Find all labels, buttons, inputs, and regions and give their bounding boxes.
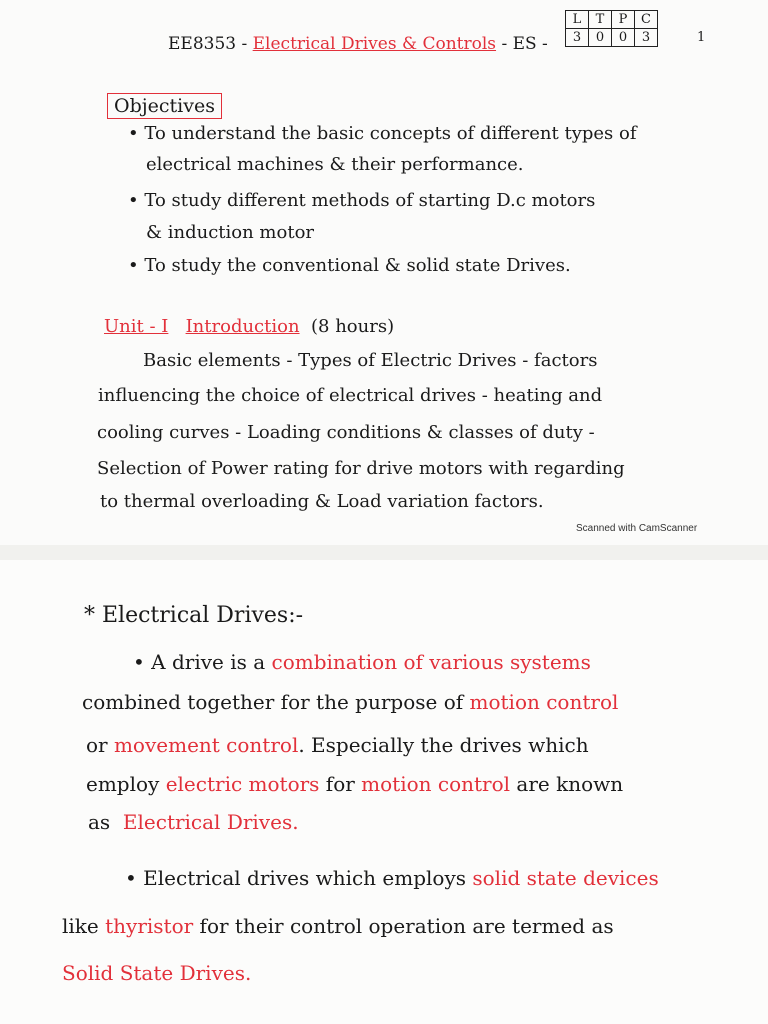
para1-text-5: employ bbox=[86, 772, 160, 796]
para1-red-2: motion control bbox=[469, 690, 619, 714]
para2-red-2: thyristor bbox=[105, 914, 194, 938]
para2-text-1: • Electrical drives which employs bbox=[125, 866, 467, 890]
objective-1-line1: • To understand the basic concepts of different types of bbox=[128, 123, 637, 144]
para1-text-4: . Especially the drives which bbox=[298, 733, 589, 757]
objective-2-line1: • To study different methods of starting D.c motors bbox=[128, 190, 596, 211]
para1-red-1: combination of various systems bbox=[271, 650, 591, 674]
ltpc-header-t: T bbox=[589, 11, 612, 29]
course-suffix: - ES - bbox=[501, 34, 548, 54]
objective-3-line1: • To study the conventional & solid state Drives. bbox=[128, 255, 571, 276]
para1-red-5: motion control bbox=[361, 772, 511, 796]
page-number: 1 bbox=[697, 30, 706, 45]
para1-text-8: as bbox=[88, 810, 111, 834]
para1-text-2: combined together for the purpose of bbox=[82, 690, 464, 714]
unit-line-3: cooling curves - Loading conditions & classes of duty - bbox=[97, 422, 595, 443]
ltpc-header-p: P bbox=[612, 11, 635, 29]
para2-line2 bbox=[62, 914, 614, 938]
para1-red-6: Electrical Drives. bbox=[122, 810, 299, 834]
ltpc-header-c: C bbox=[635, 11, 658, 29]
para1-text-6: for bbox=[325, 772, 355, 796]
electrical-drives-heading: * Electrical Drives:- bbox=[84, 603, 304, 628]
ltpc-value-t: 0 bbox=[589, 29, 612, 47]
unit-label: Unit - I bbox=[104, 316, 169, 337]
para2-red-3: Solid State Drives. bbox=[62, 961, 252, 985]
para2-text-3: for their control operation are termed as bbox=[199, 914, 614, 938]
para2-line3 bbox=[62, 961, 251, 985]
para1-line2 bbox=[82, 690, 618, 714]
scanner-watermark: Scanned with CamScanner bbox=[576, 523, 698, 534]
ltpc-value-l: 3 bbox=[566, 29, 589, 47]
ltpc-table bbox=[565, 10, 658, 47]
ltpc-value-c: 3 bbox=[635, 29, 658, 47]
unit-line-5: to thermal overloading & Load variation factors. bbox=[100, 491, 544, 512]
para1-line5 bbox=[88, 810, 299, 834]
objective-2-line2: & induction motor bbox=[146, 222, 315, 243]
para1-line3 bbox=[86, 733, 589, 757]
para2-line1 bbox=[125, 866, 659, 890]
para1-line1 bbox=[133, 650, 591, 674]
course-code: EE8353 - bbox=[168, 34, 248, 54]
unit-line-4: Selection of Power rating for drive motors with regarding bbox=[97, 458, 625, 479]
ltpc-value-p: 0 bbox=[612, 29, 635, 47]
unit-hours: (8 hours) bbox=[311, 316, 395, 337]
unit-line-2: influencing the choice of electrical drives - heating and bbox=[98, 385, 603, 406]
ltpc-header-l: L bbox=[566, 11, 589, 29]
course-title: Electrical Drives & Controls bbox=[252, 34, 497, 54]
page-gap bbox=[0, 545, 768, 560]
unit-heading bbox=[104, 316, 394, 337]
unit-title: Introduction bbox=[185, 316, 300, 337]
para1-text-1: • A drive is a bbox=[133, 650, 266, 674]
course-header bbox=[168, 34, 548, 54]
objective-1-line2: electrical machines & their performance. bbox=[146, 154, 524, 175]
para1-red-4: electric motors bbox=[165, 772, 320, 796]
para1-red-3: movement control bbox=[113, 733, 299, 757]
para2-red-1: solid state devices bbox=[472, 866, 659, 890]
para1-line4 bbox=[86, 772, 623, 796]
para1-text-3: or bbox=[86, 733, 108, 757]
para2-text-2: like bbox=[62, 914, 99, 938]
para1-text-7: are known bbox=[516, 772, 624, 796]
objectives-heading: Objectives bbox=[107, 93, 222, 119]
unit-line-1: Basic elements - Types of Electric Drives - factors bbox=[143, 350, 598, 371]
